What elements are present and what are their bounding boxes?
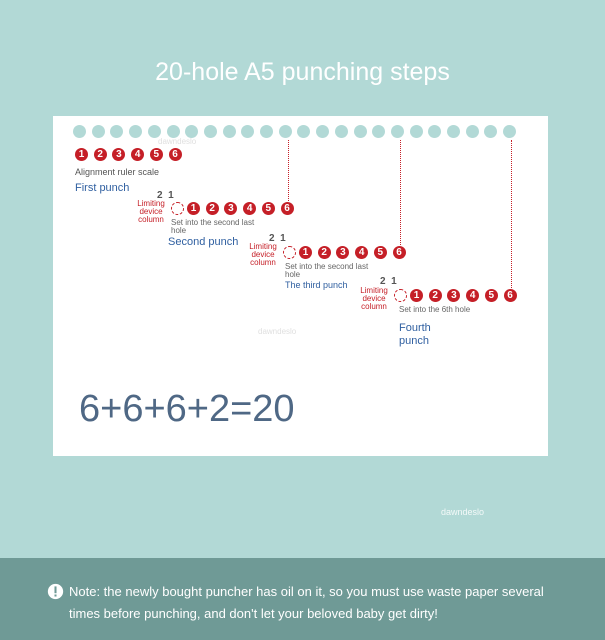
dashed-hole <box>171 202 184 215</box>
ruler-dots <box>73 125 543 139</box>
ruler-hole <box>447 125 460 138</box>
dashed-hole <box>394 289 407 302</box>
offset-numbers: 2 1 <box>269 233 286 244</box>
hole-number-badge: 5 <box>374 246 387 259</box>
watermark: dawndeslo <box>158 137 197 146</box>
ruler-hole <box>316 125 329 138</box>
guide-line <box>288 140 289 201</box>
page-title: 20-hole A5 punching steps <box>155 58 450 86</box>
hole-number-badge: 3 <box>224 202 237 215</box>
second-last-note: Set into the second last hole <box>285 262 369 279</box>
note-text: Note: the newly bought puncher has oil on it, so you must use waste paper several times before punching, and don't let your beloved baby get dirty! <box>69 584 544 621</box>
hole-number-badge: 2 <box>429 289 442 302</box>
ruler-hole <box>297 125 310 138</box>
hole-number-badge: 1 <box>75 148 88 161</box>
ruler-hole <box>466 125 479 138</box>
limiting-label: Limiting device column <box>249 242 277 267</box>
ruler-hole <box>73 125 86 138</box>
ruler-hole <box>92 125 105 138</box>
ruler-hole <box>410 125 423 138</box>
second-punch-label: Second punch <box>168 236 239 248</box>
diagram-card <box>53 116 548 456</box>
second-last-note: Set into the second last hole <box>171 218 255 235</box>
hole-number-badge: 1 <box>299 246 312 259</box>
third-punch-label: The third punch <box>285 280 348 290</box>
hole-number-badge: 4 <box>466 289 479 302</box>
ruler-hole <box>391 125 404 138</box>
hole-number-badge: 6 <box>169 148 182 161</box>
formula: 6+6+6+2=20 <box>79 388 295 430</box>
ruler-hole <box>279 125 292 138</box>
fourth-punch-label: Fourth punch <box>399 322 431 347</box>
ruler-hole <box>428 125 441 138</box>
dashed-hole <box>283 246 296 259</box>
limiting-label: Limiting device column <box>137 199 165 224</box>
hole-number-badge: 5 <box>262 202 275 215</box>
ruler-hole <box>354 125 367 138</box>
first-punch-label: First punch <box>75 182 130 194</box>
ruler-hole <box>110 125 123 138</box>
ruler-hole <box>129 125 142 138</box>
warning-icon <box>47 583 64 600</box>
hole-number-badge: 1 <box>187 202 200 215</box>
ruler-hole <box>503 125 516 138</box>
hole-number-badge: 1 <box>410 289 423 302</box>
offset-numbers: 2 1 <box>157 190 174 201</box>
guide-line <box>400 140 401 245</box>
hole-number-badge: 3 <box>447 289 460 302</box>
hole-number-badge: 2 <box>318 246 331 259</box>
hole-number-badge: 6 <box>504 289 517 302</box>
note-bar <box>0 558 605 640</box>
ruler-hole <box>223 125 236 138</box>
ruler-hole <box>372 125 385 138</box>
hole-number-badge: 2 <box>206 202 219 215</box>
ruler-hole <box>260 125 273 138</box>
ruler-hole <box>204 125 217 138</box>
hole-number-badge: 6 <box>281 202 294 215</box>
watermark: dawndeslo <box>441 507 485 517</box>
ruler-hole <box>484 125 497 138</box>
sixth-hole-note: Set into the 6th hole <box>399 305 471 314</box>
hole-number-badge: 3 <box>336 246 349 259</box>
alignment-label: Alignment ruler scale <box>75 167 160 177</box>
guide-line <box>511 140 512 288</box>
limiting-label: Limiting device column <box>360 286 388 311</box>
hole-number-badge: 6 <box>393 246 406 259</box>
watermark: dawndeslo <box>258 327 297 336</box>
offset-numbers: 2 1 <box>380 276 397 287</box>
hole-number-badge: 5 <box>485 289 498 302</box>
ruler-hole <box>335 125 348 138</box>
hole-number-badge: 4 <box>131 148 144 161</box>
ruler-hole <box>241 125 254 138</box>
hole-number-badge: 4 <box>243 202 256 215</box>
hole-number-badge: 5 <box>150 148 163 161</box>
hole-number-badge: 4 <box>355 246 368 259</box>
hole-number-badge: 3 <box>112 148 125 161</box>
hole-number-badge: 2 <box>94 148 107 161</box>
